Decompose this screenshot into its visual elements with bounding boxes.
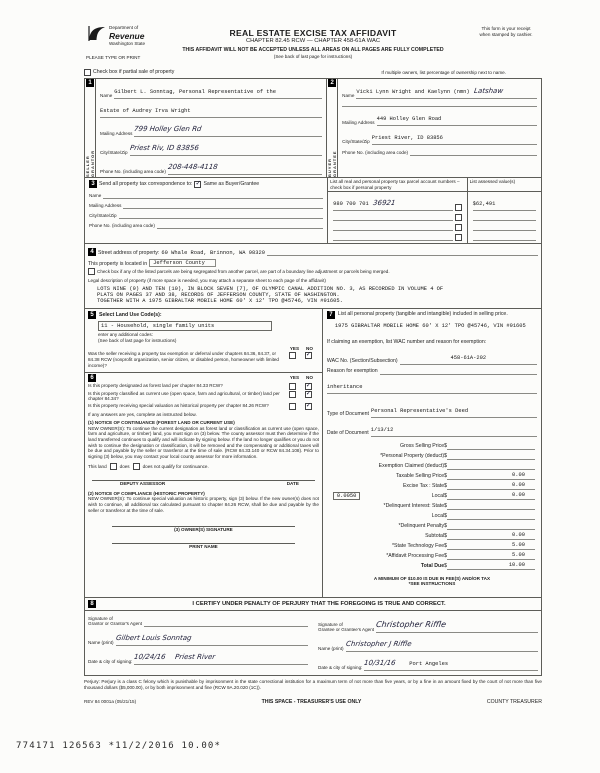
- grantee-signature-value: Christopher Riffle: [375, 620, 447, 630]
- street-address-label: Street address of property:: [98, 249, 160, 256]
- wac-label: WAC No. (Section/Subsection): [326, 358, 398, 365]
- land-use-label: Select Land Use Code(s):: [99, 311, 162, 318]
- lu-no-header: NO: [306, 345, 313, 351]
- assessed-value-header: List assessed value(s): [469, 179, 516, 184]
- dollar-sign: $: [444, 523, 447, 530]
- parcel-numbers-header: List all real and personal property tax parcel account numbers – check box if personal property: [328, 178, 468, 191]
- claim-exemption-label: If claiming an exemption, list WAC number and reason for exemption:: [326, 339, 487, 346]
- seller-city-field[interactable]: [130, 137, 323, 156]
- please-type-note: PLEASE TYPE OR PRINT: [86, 55, 141, 60]
- grantee-name-print-label: Name (print): [318, 646, 344, 652]
- corr-name-field[interactable]: [103, 191, 323, 199]
- seller-phone-field[interactable]: [168, 156, 322, 175]
- section-6-number: 6: [88, 374, 96, 382]
- exemption-claimed-label: Exemption Claimed (deduct): [378, 463, 445, 470]
- buyer-phone-field[interactable]: [410, 148, 537, 156]
- seller-city-value: Priest Riv, ID 83856: [129, 144, 199, 152]
- buyer-mailing-value: 449 Holley Glen Road: [376, 116, 442, 122]
- additional-codes-label: enter any additional codes:: [98, 332, 153, 338]
- exemption-no-checkbox[interactable]: ✓: [305, 351, 312, 359]
- parcel-number-handwritten: 36921: [372, 199, 397, 208]
- seller-name-label: Name: [100, 93, 113, 99]
- doc-date-label: Date of Document: [326, 430, 369, 437]
- parcel-number-value: 980 700 701: [333, 201, 369, 208]
- seller-box: [85, 79, 327, 177]
- classification-section: [85, 373, 322, 598]
- multiple-owners-note: If multiple owners, list percentage of ownership next to name.: [381, 69, 506, 75]
- affidavit-fee-field[interactable]: 5.00: [447, 552, 535, 560]
- grantee-date-value: 10/31/16: [363, 659, 397, 668]
- grantor-name-value: Gilbert Louis Sonntag: [115, 634, 192, 643]
- section-8-number: 8: [88, 600, 96, 608]
- wac-field[interactable]: [400, 346, 537, 365]
- section-4-number: 4: [88, 248, 96, 256]
- exemption-claimed-field[interactable]: [447, 462, 535, 470]
- gross-selling-price-field[interactable]: [447, 442, 535, 450]
- grantee-city-value: Port Angeles: [409, 661, 449, 668]
- assessed-field-1[interactable]: [473, 192, 536, 211]
- partial-sale-row: [84, 69, 542, 76]
- buyer-name-field-2[interactable]: [342, 99, 537, 107]
- delinquent-interest-state-field[interactable]: [447, 502, 535, 510]
- buyer-mailing-label: Mailing Address: [342, 120, 375, 126]
- buyer-name-handwritten: Latshaw: [473, 87, 504, 95]
- buyer-city-field[interactable]: [372, 126, 537, 145]
- land-use-code-select[interactable]: 11 - Household, single family units: [98, 321, 272, 331]
- personal-property-list-label: List all personal property (tangible and intangible) included in selling price.: [337, 311, 508, 318]
- legal-description-label: Legal description of property (if more space is needed, you may attach a separate sheet to each page of the affidavit): [88, 278, 326, 284]
- grantee-side-label: GRANTEE: [332, 150, 338, 177]
- dollar-sign: $: [444, 543, 447, 550]
- logo-dept-of: Department of: [109, 25, 139, 31]
- grantor-sig-label-2: Grantor or Grantor's Agent: [88, 621, 142, 627]
- corr-name-label: Name: [89, 193, 102, 199]
- see-instructions-note: *SEE INSTRUCTIONS: [408, 581, 456, 587]
- excise-tax-state-label: Excise Tax : State: [402, 483, 445, 490]
- corr-phone-field[interactable]: [157, 221, 323, 229]
- grantee-name-value: Christopher J Riffle: [345, 640, 412, 649]
- middle-columns: [85, 308, 541, 598]
- forest-land-question: Is this property designated as forest land per chapter 84.33 RCW?: [88, 382, 223, 388]
- buyer-side-label: BUYER: [327, 157, 333, 177]
- seller-mailing-field[interactable]: [134, 118, 322, 137]
- corr-city-field[interactable]: [119, 211, 324, 219]
- affidavit-fee-label: *Affidavit Processing Fee: [386, 553, 445, 560]
- delinquent-interest-state-label: *Delinquent Interest: State: [383, 503, 445, 510]
- grantor-date-label: Date & city of signing:: [88, 659, 133, 665]
- legal-description-line1: LOTS NINE (9) AND TEN (10), IN BLOCK SEVEN (7), OF OLYMPIC CANAL ADDITION NO. 3, AS RECORDED IN VOLUME 4 OF: [97, 286, 444, 293]
- grantor-side-label: GRANTOR: [90, 149, 95, 177]
- buyer-city-label: City/State/Zip: [342, 139, 370, 145]
- state-tech-fee-field[interactable]: 5.00: [447, 542, 535, 550]
- same-as-buyer-label: Same as Buyer/Grantee: [203, 180, 260, 187]
- historic-yes-checkbox[interactable]: [289, 403, 296, 410]
- doc-type-field[interactable]: [371, 399, 537, 418]
- reason-exemption-label: Reason for exemption: [326, 368, 378, 375]
- assessed-field-4[interactable]: [473, 233, 536, 241]
- correspondence-section: [85, 178, 541, 244]
- street-address-field[interactable]: [267, 248, 538, 256]
- corr-phone-label: Phone No. (including area code): [89, 223, 155, 229]
- send-correspondence-label: Send all property tax correspondence to:: [99, 180, 193, 187]
- seller-name-line1: Gilbert L. Sonntag, Personal Representative of the: [114, 89, 277, 95]
- affidavit-form: [84, 22, 542, 691]
- excise-tax-local-field[interactable]: 0.00: [447, 492, 535, 500]
- state-tech-fee-label: *State Technology Fee: [392, 543, 445, 550]
- personal-property-list-value: 1975 GIBRALTAR MOBILE HOME 60' X 12' TPO @45746, VIN #91605: [334, 323, 526, 330]
- footer-row: [84, 699, 542, 706]
- grantee-date-field[interactable]: [364, 652, 538, 671]
- rev-form-code: REV 84 0001a (05/21/15): [84, 699, 137, 705]
- delinquent-penalty-label: *Delinquent Penalty: [398, 523, 445, 530]
- treasurer-space-label: THIS SPACE - TREASURER'S USE ONLY: [261, 699, 362, 705]
- dollar-sign: $: [444, 473, 447, 480]
- signatures-section: [85, 611, 541, 675]
- forest-yes-checkbox[interactable]: [289, 383, 296, 390]
- legal-description-line3: TOGETHER WITH A 1975 GIBRALTAR MOBILE HOME 60' X 12' TPO @45746, VIN #91605.: [97, 298, 343, 305]
- parties-section: [85, 79, 541, 178]
- taxable-selling-price-label: Taxable Selling Price: [395, 473, 445, 480]
- notice-compliance-body: NEW OWNER(S): To continue special valuation as historic property, sign (3) below. If the new owner(s) does not wish to continue, all additional tax calculated pursuant to chapter 84.26 RCW, shall be due and payable by the seller or transferor at the time of sale.: [88, 496, 319, 513]
- minimum-due-note: A MINIMUM OF $10.00 IS DUE IN FEE(S) AND/OR TAX: [373, 575, 491, 581]
- owner-signature-label: (3) OWNER(S) SIGNATURE: [174, 526, 233, 532]
- buyer-mailing-field[interactable]: [377, 107, 537, 126]
- grantee-date-label: Date & city of signing:: [318, 665, 363, 671]
- current-use-yes-checkbox[interactable]: [289, 391, 296, 398]
- gross-selling-price-label: Gross Selling Price: [400, 443, 445, 450]
- land-use-see-back: (See back of last page for instructions): [98, 337, 177, 343]
- does-label: does: [119, 463, 130, 469]
- corr-mailing-field[interactable]: [123, 201, 323, 209]
- doc-date-value: 1/13/12: [370, 426, 394, 433]
- notice-compliance-title: (2) NOTICE OF COMPLIANCE (HISTORIC PROPERTY): [88, 490, 205, 496]
- qualify-prefix: This land: [88, 463, 107, 469]
- does-checkbox[interactable]: [110, 463, 117, 470]
- dollar-sign: $: [444, 563, 447, 570]
- reason-field-2[interactable]: [327, 375, 537, 394]
- grantor-sig-label-1: Signature of: [88, 615, 113, 621]
- subtotal-label: Subtotal: [425, 533, 445, 540]
- grantor-date-value: 10/24/16: [133, 653, 167, 662]
- segregated-label: Check box if any of the listed parcels are being segregated from another parcel, are part of a boundary line adjustment or parcels being merged.: [97, 269, 390, 275]
- property-location-section: [85, 244, 541, 308]
- total-due-label: Total Due: [420, 563, 445, 570]
- section-5-number: 5: [88, 311, 96, 319]
- delinquent-interest-local-field[interactable]: [447, 512, 535, 520]
- delinquent-penalty-field[interactable]: [447, 522, 535, 530]
- partial-sale-label: Check box if partial sale of property: [93, 69, 175, 76]
- machine-stamp: 774171 126563 *11/2/2016 10.00*: [16, 741, 222, 751]
- doc-date-field[interactable]: [371, 418, 537, 437]
- delinquent-interest-local-label: Local: [431, 513, 445, 520]
- parcel-field-4[interactable]: [333, 233, 453, 241]
- grantor-name-print-label: Name (print): [88, 640, 114, 646]
- print-name-label: PRINT NAME: [189, 544, 218, 550]
- section-7-number: 7: [327, 311, 335, 319]
- receipt-note-line2: when stamped by cashier.: [479, 31, 533, 37]
- forest-no-checkbox[interactable]: ✓: [305, 381, 312, 389]
- form-subtitle: CHAPTER 82.45 RCW — CHAPTER 458-61A WAC: [245, 38, 381, 44]
- seller-phone-label: Phone No. (including area code): [100, 169, 166, 175]
- seller-side-label: SELLER: [85, 155, 90, 177]
- current-use-no-checkbox[interactable]: ✓: [305, 389, 312, 397]
- grantee-name-field[interactable]: [346, 633, 538, 652]
- does-not-checkbox[interactable]: [133, 463, 140, 470]
- grantee-sig-label-2: Grantee or Grantee's Agent: [318, 627, 375, 633]
- partial-sale-checkbox[interactable]: [84, 69, 91, 76]
- grantor-date-field[interactable]: [134, 646, 308, 665]
- total-due-field[interactable]: 10.00: [447, 562, 535, 570]
- receipt-note-line1: This form is your receipt: [481, 26, 531, 31]
- parcel-field-2[interactable]: [333, 213, 453, 221]
- buyer-name-label: Name: [342, 93, 355, 99]
- section-1-number: 1: [86, 79, 94, 87]
- local-rate-box: 0.0050: [333, 492, 360, 500]
- dollar-sign: $: [444, 453, 447, 460]
- taxable-selling-price-field[interactable]: 0.00: [447, 472, 535, 480]
- certification-statement: I CERTIFY UNDER PENALTY OF PERJURY THAT THE FOREGOING IS TRUE AND CORRECT.: [192, 600, 446, 607]
- legal-description-line2: PLATS ON PAGES 37 AND 38, RECORDS OF JEFFERSON COUNTY, STATE OF WASHINGTON.: [97, 292, 340, 299]
- buyer-name-field[interactable]: [356, 80, 537, 99]
- seller-city-label: City/State/Zip: [100, 150, 128, 156]
- assessed-field-3[interactable]: [473, 223, 536, 231]
- county-select[interactable]: Jefferson County: [149, 259, 216, 267]
- section-3-number: 3: [89, 180, 97, 188]
- personal-property-deduct-label: *Personal Property (deduct): [380, 453, 445, 460]
- personal-property-checkbox-3[interactable]: [455, 224, 462, 231]
- logo-washington-state: Washington State: [109, 41, 146, 46]
- dollar-sign: $: [444, 463, 447, 470]
- street-address-value: 60 Whale Road, Brinnon, WA 98320: [161, 250, 265, 257]
- dor-flag-icon: [86, 25, 106, 47]
- form-body-box: [84, 78, 542, 676]
- deputy-assessor-label: DEPUTY ASSESSOR: [120, 480, 166, 486]
- land-use-section: [85, 309, 322, 372]
- corr-mailing-label: Mailing Address: [89, 203, 122, 209]
- located-in-label: This property is located in: [88, 260, 148, 267]
- form-header: [84, 22, 542, 68]
- grantee-sig-label-1: Signature of: [318, 621, 343, 627]
- exemption-yes-checkbox[interactable]: [289, 352, 296, 359]
- perjury-note: Perjury: Perjury is a class C felony which is punishable by imprisonment in the state correctional institution for a maximum term of not more than five years, or by a fine in an amount fixed by the court of not more than five thousand dollars ($5,000.00), or by both imprisonment and fine (RCW 9A.20.020 (1C)).: [84, 679, 542, 690]
- assessed-field-2[interactable]: [473, 213, 536, 221]
- tax-exemption-question: Was the seller receiving a property tax exemption or deferral under chapters 84.36, 84.37, or 84.38 RCW (nonprofit organization, senior citizen, or disabled person, homeowner with limited income)?: [88, 351, 279, 368]
- segregated-checkbox[interactable]: [88, 268, 95, 275]
- personal-property-deduct-field[interactable]: [447, 452, 535, 460]
- see-back-note: (See back of last page for instructions): [273, 53, 353, 59]
- form-title: REAL ESTATE EXCISE TAX AFFIDAVIT: [229, 28, 397, 38]
- section-2-number: 2: [328, 79, 336, 87]
- buyer-city-value: Priest River, ID 83856: [371, 135, 443, 141]
- grantee-signature-line[interactable]: [376, 614, 538, 633]
- subtotal-field[interactable]: 0.00: [447, 532, 535, 540]
- seller-phone-value: 208-448-4118: [167, 163, 219, 171]
- dollar-sign: $: [444, 443, 447, 450]
- dollar-sign: $: [444, 503, 447, 510]
- same-as-buyer-checkbox[interactable]: ✓: [195, 179, 201, 187]
- certification-band: [85, 598, 541, 611]
- historic-no-checkbox[interactable]: ✓: [305, 402, 312, 410]
- personal-property-checkbox-1[interactable]: [455, 204, 462, 211]
- personal-property-checkbox-4[interactable]: [455, 234, 462, 241]
- does-not-label: does not qualify for continuance.: [142, 463, 209, 469]
- corr-city-label: City/State/Zip: [89, 213, 117, 219]
- personal-property-checkbox-2[interactable]: [455, 214, 462, 221]
- excise-tax-state-field[interactable]: 0.00: [447, 482, 535, 490]
- notice-continuance-title: (1) NOTICE OF CONTINUANCE (FOREST LAND OR CURRENT USE): [88, 419, 235, 425]
- seller-mailing-value: 799 Holley Glen Rd: [133, 125, 203, 133]
- current-use-question: Is this property classified as current use (open space, farm and agricultural, or timber) land per chapter 84.34?: [88, 390, 280, 402]
- dollar-sign: $: [444, 533, 447, 540]
- parcel-field-3[interactable]: [333, 223, 453, 231]
- lu-yes-header: YES: [289, 345, 300, 351]
- buyer-box: [327, 79, 541, 177]
- doc-type-label: Type of Document: [326, 411, 370, 418]
- seller-name-field-2[interactable]: [100, 99, 322, 118]
- seller-name-field[interactable]: [114, 80, 322, 99]
- dollar-sign: $: [444, 493, 447, 500]
- cl-no-header: NO: [306, 374, 313, 380]
- grantor-city-value: Priest River: [174, 653, 216, 662]
- cl-yes-header: YES: [289, 374, 300, 380]
- reason-field[interactable]: [380, 367, 537, 375]
- seller-mailing-label: Mailing Address: [100, 131, 133, 137]
- grantor-signature-line[interactable]: [144, 614, 308, 627]
- dor-logo: [86, 25, 145, 47]
- historic-question: Is this property receiving special valuation as historical property per chapter 84.26 RCW?: [88, 403, 269, 409]
- dollar-sign: $: [444, 483, 447, 490]
- parcel-field-1[interactable]: [333, 192, 453, 211]
- reason-value: inheritance: [326, 383, 363, 390]
- deputy-date-label: DATE: [286, 480, 299, 486]
- excise-tax-local-label: Local: [431, 493, 445, 500]
- wac-value: 458-61A-202: [450, 354, 487, 361]
- buyer-phone-label: Phone No. (including area code): [342, 150, 409, 156]
- grantor-name-field[interactable]: [116, 627, 308, 646]
- buyer-name-typed: Vicki Lynn Wright and Kaelynn (nmn): [356, 89, 470, 95]
- tax-computation-section: [323, 309, 541, 597]
- assessed-value: $62,491: [472, 201, 496, 208]
- if-yes-note: If any answers are yes, complete as instructed below.: [88, 412, 197, 418]
- dollar-sign: $: [444, 513, 447, 520]
- county-treasurer-label: COUNTY TREASURER: [486, 699, 542, 705]
- doc-type-value: Personal Representative's Deed: [371, 407, 469, 414]
- warning-line: THIS AFFIDAVIT WILL NOT BE ACCEPTED UNLESS ALL AREAS ON ALL PAGES ARE FULLY COMPLETED: [182, 47, 444, 53]
- notice-continuance-body: NEW OWNER(S): To continue the current designation as forest land or classification as current use (open space, farm and agriculture, or timber) land, you must sign on (3) below. The county assessor must then determine if the land transferred continues to qualify and will indicate by signing below. If the land no longer qualifies or you do not wish to continue the designation or classification, it will be removed and the compensating or additional taxes will be due and payable by the seller or transferor at the time of sale. (RCW 84.33.140 or RCW 84.34.108). Prior to signing (3) below, you may contact your local county assessor for more information.: [88, 425, 319, 460]
- dollar-sign: $: [444, 553, 447, 560]
- seller-name-line2: Estate of Audrey Irva Wright: [100, 108, 191, 114]
- logo-revenue: Revenue: [109, 31, 145, 41]
